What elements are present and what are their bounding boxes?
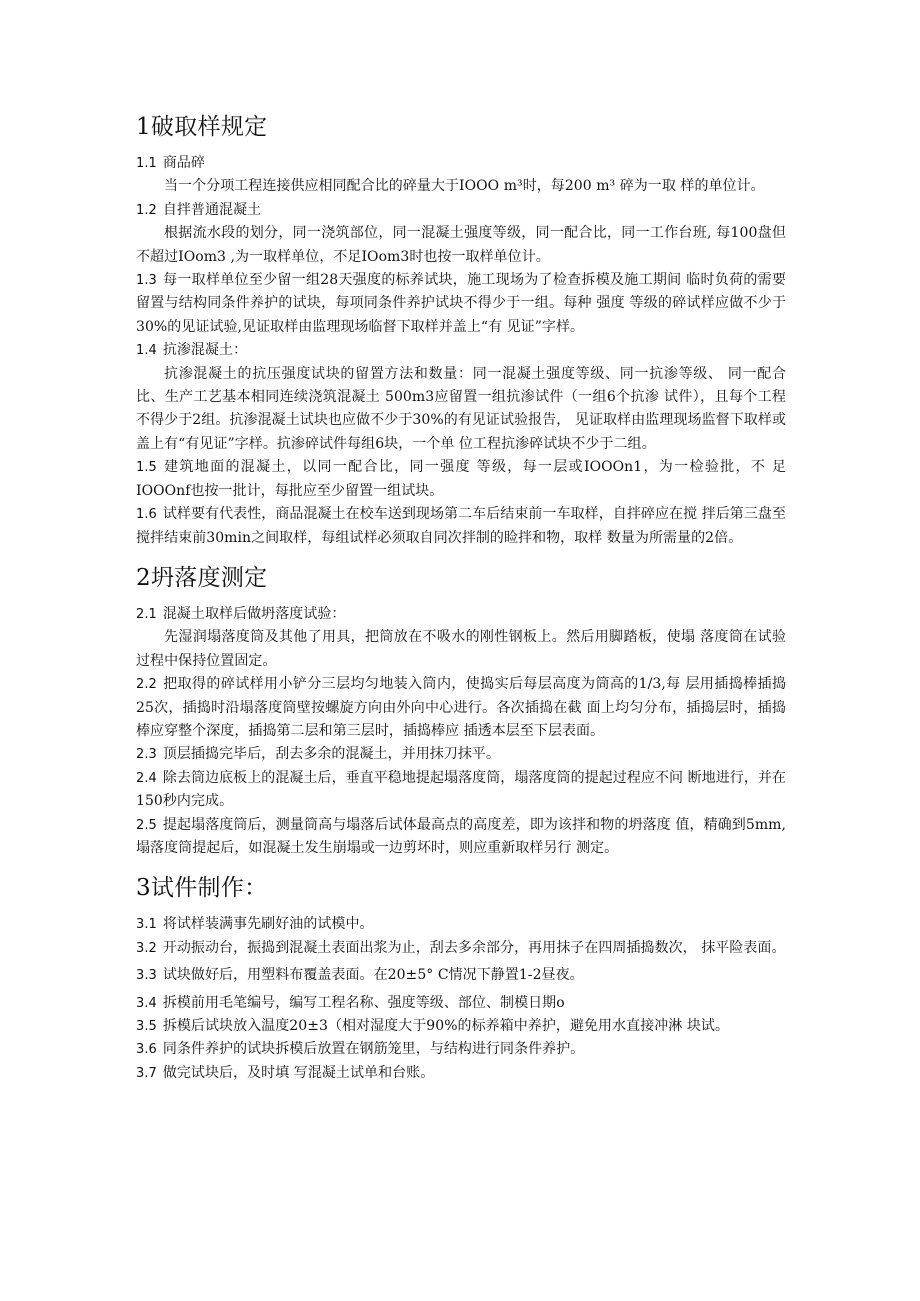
- paragraph: [136, 456, 786, 503]
- paragraph: [136, 269, 786, 339]
- paragraph-text: 每一取样单位至少留一组28天强度的标养试块，施工现场为了检查拆模及施工期间 临时负荷的需要留置与结构同条件养护的试块，每项同条件养护试块不得少于一组。每种 强度 等级的碎试样应做不少于30%的见证试验,见证取样由监理现场临督下取样并盖上“有 见证”字样。: [136, 272, 786, 335]
- paragraph-text: 拆模前用毛笔编号，编写工程名称、强度等级、部位、制模日期o: [162, 994, 565, 1011]
- clause-number: 2.5: [136, 817, 157, 833]
- paragraph-text: 试块做好后，用塑料布覆盖表面。在20±5° C情况下静置1-2昼夜。: [162, 967, 584, 984]
- paragraph: [136, 673, 786, 743]
- paragraph-text: 顶层插捣完毕后，刮去多余的混凝土，并用抹刀抹平。: [162, 746, 501, 763]
- clause-number: 2.1: [136, 606, 157, 622]
- paragraph: [136, 1062, 786, 1085]
- document-page: [136, 112, 786, 1085]
- paragraph: [136, 1015, 786, 1038]
- paragraph-text: 提起塌落度筒后，测量筒高与塌落后试体最高点的高度差，即为该拌和物的坍落度 值，精确到5mm,塌落度筒提起后，如混凝土发生崩塌或一边剪坏时，则应重新取样另行 测定。: [136, 816, 786, 856]
- clause-number: 2.2: [136, 677, 157, 693]
- paragraph: [136, 222, 786, 269]
- clause-number: 3.6: [136, 1042, 157, 1058]
- section-title: 1破取样规定: [136, 114, 268, 140]
- clause-number: 3.1: [136, 917, 157, 933]
- paragraph-text: 根据流水段的划分，同一浇筑部位，同一混凝土强度等级，同一配合比，同一工作台班, 每100盘但不超过IOom3 ,为一取样单位，不足IOom3时也按一取样单位计。: [136, 225, 786, 265]
- clause-number: 3.5: [136, 1019, 157, 1034]
- clause-number: 1.3: [136, 273, 157, 289]
- paragraph: [136, 937, 786, 960]
- paragraph: [136, 626, 786, 673]
- paragraph: [136, 767, 786, 814]
- clause-number: 1.1: [136, 156, 157, 171]
- section-title: 3试件制作：: [136, 875, 268, 902]
- paragraph-text: 自拌普通混凝土: [162, 201, 262, 218]
- paragraph-text: 同条件养护的试块拆模后放置在钢筋笼里，与结构进行同条件养护。: [162, 1041, 585, 1058]
- paragraph-text: 抗渗混凝土：: [162, 342, 248, 359]
- paragraph: [136, 814, 786, 861]
- clause-number: 3.7: [136, 1065, 157, 1081]
- paragraph: [136, 743, 786, 766]
- clause-number: 1.5: [136, 460, 157, 476]
- paragraph: [136, 363, 786, 457]
- clause-number: 1.4: [136, 343, 157, 359]
- paragraph-text: 除去筒边底板上的混凝土后，垂直平稳地提起塌落度筒，塌落度筒的提起过程应不问 断地进行，并在150秒内完成。: [136, 769, 786, 810]
- paragraph-text: 做完试块后，及时填 写混凝土试单和台账。: [162, 1064, 435, 1081]
- paragraph: [136, 503, 786, 550]
- clause-number: 2.3: [136, 747, 157, 763]
- paragraph: [136, 152, 786, 175]
- paragraph-text: 建筑地面的混凝土，以同一配合比，同一强度 等级，每一层或IOOOn1，为一检验批，不 足IOOOnf也按一批计，每批应至少留置一组试块。: [136, 459, 786, 499]
- paragraph-text: 先湿润塌落度筒及其他了用具，把筒放在不吸水的刚性钢板上。然后用脚踏板，使塌 落度筒在试验过程中保持位置固定。: [136, 629, 786, 669]
- paragraph: [136, 913, 786, 936]
- paragraph: [136, 1038, 786, 1061]
- clause-number: 3.3: [136, 968, 157, 984]
- clause-number: 1.6: [136, 507, 157, 523]
- paragraph-text: 试样要有代表性，商品混凝土在校车送到现场第二车后结束前一车取样，自拌碎应在搅 拌后第三盘至搅拌结束前30min之间取样，每组试样必须取自同次拌制的睑拌和物，取样 数量为所需量的2倍。: [136, 506, 786, 546]
- clause-number: 3.4: [136, 995, 157, 1011]
- paragraph-text: 把取得的碎试样用小铲分三层均匀地装入筒内，使捣实后每层高度为筒高的1/3,每 层用插捣棒插捣25次，插捣时沿塌落度筒壁按螺旋方向由外向中心进行。各次插捣在截 面上均匀分布，插捣层时，插捣棒应穿整个深度，插捣第二层和第三层时，插捣棒应 插透本层至下层表面。: [136, 676, 786, 739]
- paragraph-text: 当一个分项工程连接供应相同配合比的碎量大于IOOO m³时，每200 m³ 碎为一取 样的单位计。: [164, 178, 765, 195]
- clause-number: 2.4: [136, 770, 157, 786]
- paragraph-text: 商品碎: [162, 155, 205, 171]
- paragraph-text: 将试样装满事先刷好油的试模中。: [162, 916, 374, 933]
- paragraph: [136, 992, 786, 1015]
- section-title: 2坍落度测定: [136, 564, 268, 591]
- paragraph: [136, 964, 786, 987]
- paragraph-text: 拆模后试块放入温度20±3（相对湿度大于90%的标养箱中养护，避免用水直接冲淋 块试。: [162, 1018, 729, 1034]
- clause-number: 3.2: [136, 940, 157, 956]
- paragraph: [136, 339, 786, 362]
- paragraph-text: 开动振动台，振捣到混凝土表面出浆为止，刮去多余部分，再用抹子在四周插捣数次， 抹平险表面。: [162, 939, 786, 956]
- paragraph-text: 抗渗混凝土的抗压强度试块的留置方法和数量：同一混凝土强度等级、同一抗渗等级、 同一配合比、生产工艺基本相同连续浇筑混凝土 500m3应留置一组抗渗试件（一组6个抗渗 试件），且每个工程不得少于2组。抗渗混凝土试块也应做不少于30%的有见证试验报告， 见证取样由监理现场监督下取样或盖上有“有见证”字样。抗渗碎试件每组6块，一个单 位工程抗渗碎试块不少于二组。: [136, 365, 786, 452]
- paragraph: [136, 199, 786, 222]
- paragraph: [136, 175, 786, 198]
- paragraph-text: 混凝土取样后做坍落度试验：: [162, 605, 346, 622]
- paragraph: [136, 603, 786, 626]
- clause-number: 1.2: [136, 202, 157, 218]
